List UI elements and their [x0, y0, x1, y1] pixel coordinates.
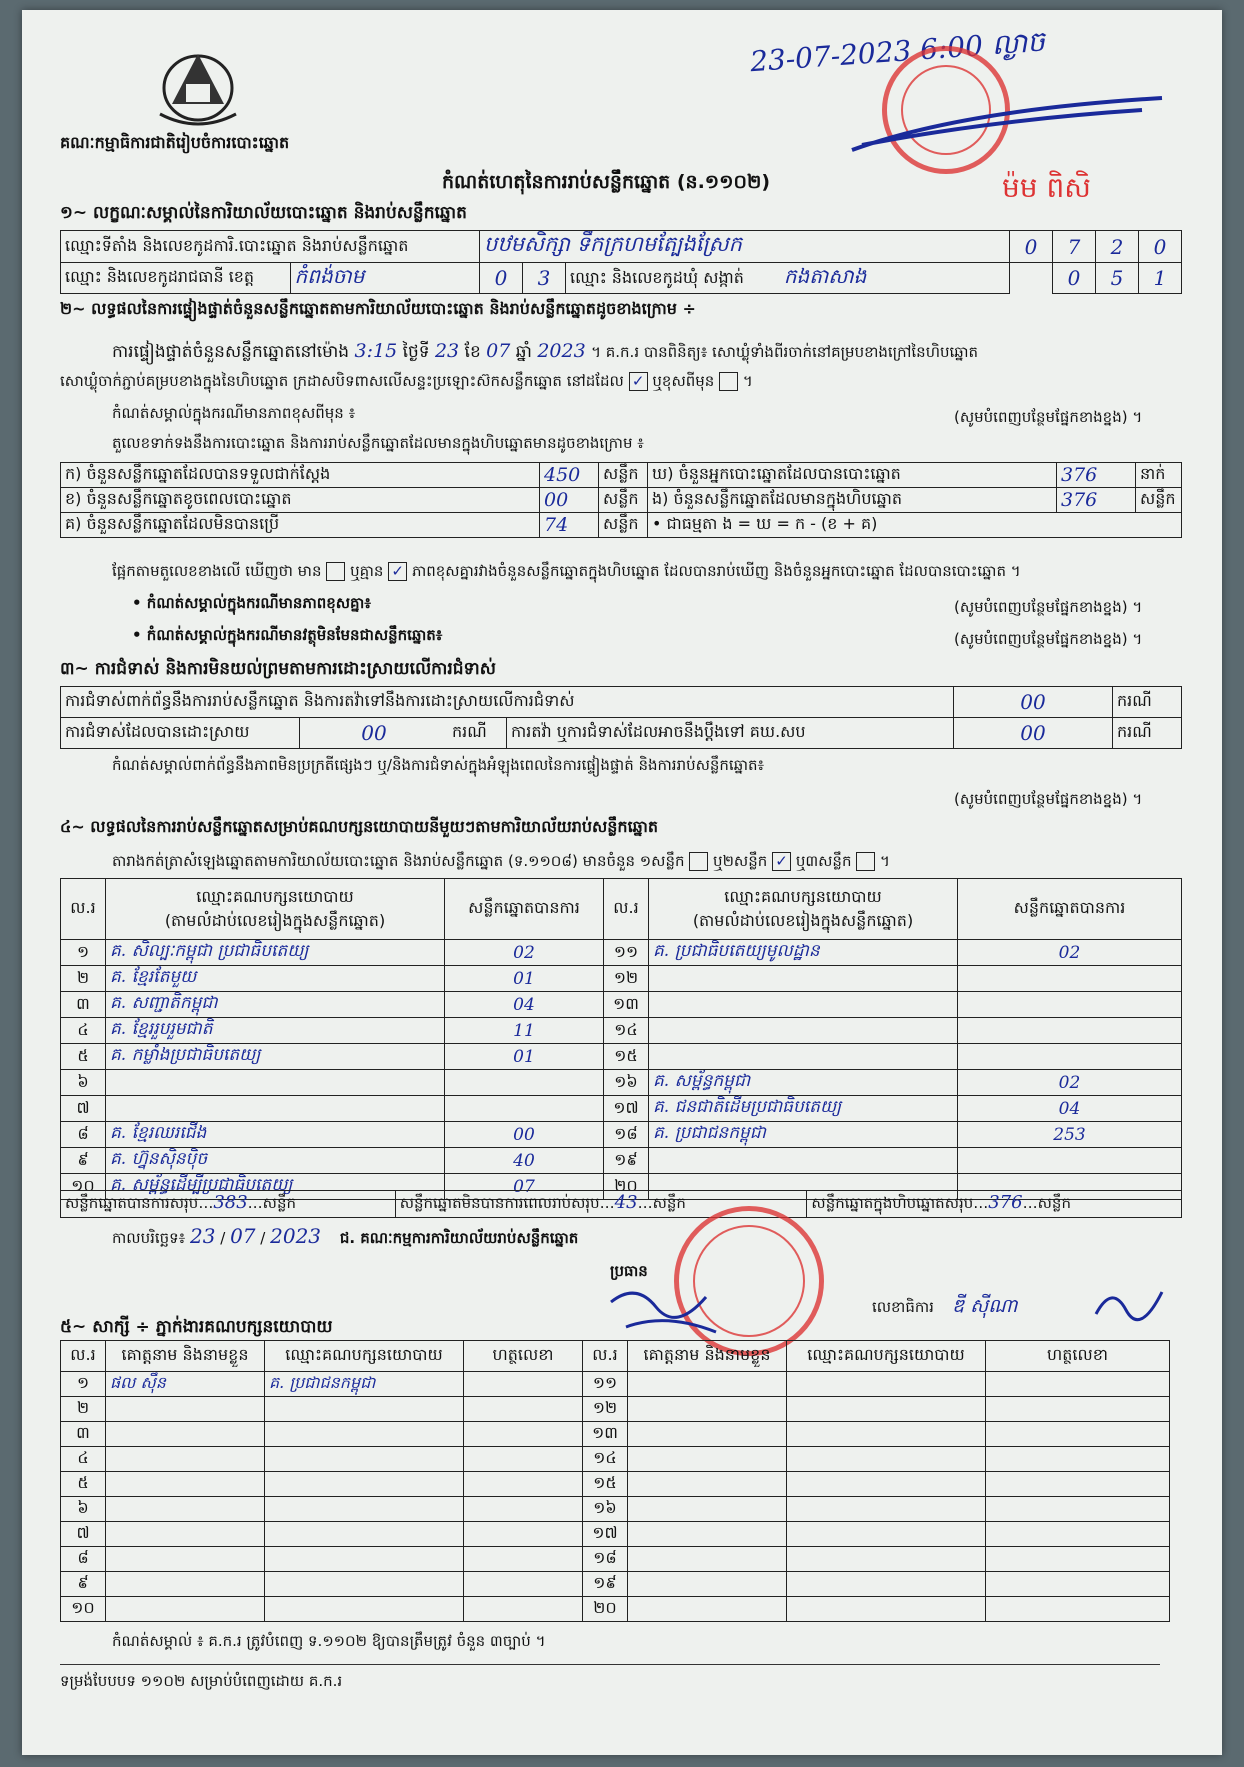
witness-sign: [986, 1597, 1170, 1622]
section5-title: ៥~ សាក្សី ÷ ភ្នាក់ងារគណបក្សនយោបាយ: [60, 1317, 333, 1337]
witness-party: [265, 1497, 464, 1522]
section2-title: ២~ លទ្ធផលនៃការផ្ទៀងផ្ទាត់ចំនួនសន្លឹកឆ្នោតតាមការិយាល័យបោះឆ្នោត និងរាប់សន្លឹកឆ្នោតដូចខាងក្រោម ÷: [60, 299, 696, 318]
witness-party: [787, 1372, 986, 1397]
verify-line-2: សោឃ្លុំចាក់ភ្ជាប់គម្របខាងក្នុងនៃហិបឆ្នោត ក្រដាសបិទពាសលើសន្ទះប្រឡោះស៊កសន្លឹកឆ្នោត នៅដដែល ✓ ឬខុសពីមុន ។: [60, 372, 753, 390]
place-code-4: 0: [1139, 231, 1182, 263]
witness-no: ៦: [61, 1497, 106, 1522]
verify-day: 23: [434, 340, 460, 362]
witness-no: ៨: [61, 1547, 106, 1572]
objection-row2b-label: ការតវ៉ា ឬការជំទាស់ដែលអាចនឹងប្តឹងទៅ គឃ.សប: [507, 718, 954, 749]
witness-sign: [986, 1447, 1170, 1472]
irregularity-note: កំណត់សម្គាល់ពាក់ព័ន្ធនឹងភាពមិនប្រក្រតីផ្សេងៗ ឬ/និងការជំទាស់ក្នុងអំឡុងពេលនៃការផ្ទៀងផ្ទាត់ និងការរាប់សន្លឹកឆ្នោត៖: [112, 756, 765, 774]
secretary-label: លេខាធិការ: [872, 1298, 934, 1316]
witness-name: [106, 1447, 265, 1472]
result-votes: [958, 992, 1182, 1018]
witness-sign: [986, 1372, 1170, 1397]
result-party: [106, 1096, 445, 1122]
objection-row1-unit: ករណី: [1113, 687, 1182, 718]
same-checkbox[interactable]: ✓: [629, 372, 648, 391]
witness-name: [106, 1547, 265, 1572]
total-invalid-label: សន្លឹកឆ្នោតមិនបានការពេលរាប់សរុប: [399, 1194, 600, 1212]
witness-party: [787, 1572, 986, 1597]
verify-text-2: សោឃ្លុំចាក់ភ្ជាប់គម្របខាងក្នុងនៃហិបឆ្នោត ក្រដាសបិទពាសលើសន្ទះប្រឡោះស៊កសន្លឹកឆ្នោត នៅដដែល: [60, 372, 624, 390]
total-box: សន្លឹកឆ្នោតក្នុងហិបឆ្នោតសរុប…376…សន្លឹក: [807, 1191, 1182, 1218]
witness-no: ១៨: [583, 1547, 628, 1572]
result-votes: [958, 966, 1182, 992]
table-row: [61, 1122, 1182, 1148]
nec-emblem-icon: [152, 44, 244, 126]
commune-code-3: 1: [1139, 263, 1182, 294]
result-no: ៤: [61, 1018, 106, 1044]
one-sheet-checkbox[interactable]: [689, 852, 708, 871]
diff-text-c: ភាពខុសគ្នារវាងចំនួនសន្លឹកឆ្នោតក្នុងហិបឆ្នោត ដែលបានរាប់ឃើញ និងចំនួនអ្នកបោះឆ្នោត ដែលបានបោះឆ្នោត ។: [411, 562, 1021, 580]
result-votes: 00: [445, 1122, 604, 1148]
result-no: ៩: [61, 1148, 106, 1174]
objection-table: [60, 686, 1182, 749]
sheet-count-line: តារាងកត់ត្រាសំឡេងឆ្នោតតាមការិយាល័យបោះឆ្នោត និងរាប់សន្លឹកឆ្នោត (ទ.១១០៨) មានចំនួន ១សន្លឹក ឬ២សន្លឹក ✓ ឬ៣សន្លឹក ។: [112, 852, 890, 870]
different-checkbox[interactable]: [719, 372, 738, 391]
witness-name: [106, 1397, 265, 1422]
diff-text-a: ផ្អែកតាមតួលេខខាងលើ ឃើញថា មាន: [112, 562, 322, 580]
witness-no: ២០: [583, 1597, 628, 1622]
result-no: ១៧: [604, 1096, 649, 1122]
total-invalid-unit: សន្លឹក: [652, 1194, 686, 1212]
witness-no: ១៣: [583, 1422, 628, 1447]
witness-name: [106, 1572, 265, 1597]
result-party: [649, 1018, 958, 1044]
result-no: ១៩: [604, 1148, 649, 1174]
witness-sign: [986, 1422, 1170, 1447]
col-votes-left: សន្លឹកឆ្នោតបានការ: [445, 879, 604, 940]
witness-sign: [464, 1522, 583, 1547]
witness-name: [106, 1497, 265, 1522]
witness-party: [265, 1522, 464, 1547]
w-col-name-left: គោត្តនាម និងនាមខ្លួន: [106, 1341, 265, 1372]
result-party: គ. ប្រជាជនកម្ពុជា: [649, 1122, 958, 1148]
result-party: គ. សម្ព័ន្ធកម្ពុជា: [649, 1070, 958, 1096]
witness-name: [628, 1447, 787, 1472]
result-no: ៧: [61, 1096, 106, 1122]
total-box-unit: សន្លឹក: [1037, 1194, 1071, 1212]
witness-name: [628, 1522, 787, 1547]
witness-no: ៩: [61, 1572, 106, 1597]
result-party: [649, 992, 958, 1018]
table-row: [61, 1422, 1170, 1447]
fill-more-4: (សូមបំពេញបន្ថែមផ្នែកខាងខ្នង) ។: [954, 790, 1143, 808]
fill-more-3: (សូមបំពេញបន្ថែមផ្នែកខាងខ្នង) ។: [954, 630, 1143, 648]
witness-party: [787, 1497, 986, 1522]
witness-sign: [986, 1397, 1170, 1422]
commune-code-2: 5: [1096, 263, 1139, 294]
col-votes-right: សន្លឹកឆ្នោតបានការ: [958, 879, 1182, 940]
witness-name: [628, 1372, 787, 1397]
witness-no: ១: [61, 1372, 106, 1397]
verify-text-a: ការផ្ទៀងផ្ទាត់ចំនួនសន្លឹកឆ្នោតនៅម៉ោង: [112, 342, 350, 362]
witness-name: [628, 1422, 787, 1447]
table-row: [61, 1372, 1170, 1397]
row-c-label: គ) ចំនួនសន្លឹកឆ្នោតដែលមិនបានប្រើ: [61, 513, 540, 538]
intro-table: តួលេខទាក់ទងនឹងការបោះឆ្នោត និងការរាប់សន្លឹកឆ្នោតដែលមានក្នុងហិបឆ្នោតមានដូចខាងក្រោម ៖: [112, 434, 644, 452]
form-title: កំណត់ហេតុនៃការរាប់សន្លឹកឆ្នោត (ន.១១០២): [442, 171, 771, 193]
result-party: គ. ប្រជាធិបតេយ្យមូលដ្ឋាន: [649, 940, 958, 966]
station-info-table: [60, 230, 1182, 294]
witness-sign: [464, 1597, 583, 1622]
witness-sign: [986, 1472, 1170, 1497]
commune-code-1: 0: [1053, 263, 1096, 294]
witness-sign: [464, 1447, 583, 1472]
witness-no: ១៧: [583, 1522, 628, 1547]
party-results-table: [60, 878, 1182, 1200]
footnote: កំណត់សម្គាល់ ៖ គ.ក.រ ត្រូវបំពេញ ទ.១១០២ ឱ្យបានត្រឹមត្រូវ ចំនួន ៣ច្បាប់ ។: [112, 1632, 546, 1650]
verify-text-c: ខែ: [464, 342, 481, 362]
witness-sign: [464, 1372, 583, 1397]
result-no: ២០: [604, 1174, 649, 1200]
objection-row2-label: ការជំទាស់ដែលបានដោះស្រាយ: [61, 718, 300, 749]
witness-party: [265, 1447, 464, 1472]
row-e-unit: សន្លឹក: [1136, 488, 1182, 513]
witness-party: [265, 1547, 464, 1572]
witness-no: ៣: [61, 1422, 106, 1447]
handwritten-time: 23-07-2023 6:00 ល្ងាច: [748, 24, 1047, 79]
table-row: [61, 940, 1182, 966]
table-row: [61, 1497, 1170, 1522]
witness-name: [628, 1497, 787, 1522]
table-row: [61, 1148, 1182, 1174]
footer-divider: [60, 1664, 1160, 1665]
objection-row2b-unit: ករណី: [1113, 718, 1182, 749]
total-box-label: សន្លឹកឆ្នោតក្នុងហិបឆ្នោតសរុប: [811, 1194, 974, 1212]
col-no-left: ល.រ: [61, 879, 106, 940]
witness-no: ១៩: [583, 1572, 628, 1597]
verify-time: 3:15: [354, 340, 398, 362]
diff-text-b: ឬគ្មាន: [350, 562, 384, 580]
table-row: [61, 1522, 1170, 1547]
total-invalid: សន្លឹកឆ្នោតមិនបានការពេលរាប់សរុប…43…សន្លឹក: [395, 1191, 807, 1218]
result-votes: 40: [445, 1148, 604, 1174]
result-no: ១១: [604, 940, 649, 966]
witness-party: [787, 1472, 986, 1497]
row-d-value: 376: [1057, 463, 1136, 488]
total-invalid-value: 43: [614, 1192, 638, 1213]
province-label: ឈ្មោះ និងលេខកូដរាជធានី ខេត្ត: [61, 263, 291, 294]
objection-row2b-value: 00: [954, 718, 1113, 749]
objection-row2-unit: ករណី: [448, 718, 507, 749]
witness-sign: [464, 1547, 583, 1572]
witness-party: គ. ប្រជាជនកម្ពុជា: [265, 1372, 464, 1397]
w-col-sign-right: ហត្ថលេខា: [986, 1341, 1170, 1372]
col-party-right-title: ឈ្មោះគណបក្សនយោបាយ: [724, 887, 882, 906]
col-party-left: [106, 879, 445, 940]
witness-name: [628, 1472, 787, 1497]
w-col-no-left: ល.រ: [61, 1341, 106, 1372]
table-row: [61, 1096, 1182, 1122]
witness-sign: [464, 1572, 583, 1597]
objection-row1-value: 00: [954, 687, 1113, 718]
row-c-value: 74: [540, 513, 599, 538]
row-a-label: ក) ចំនួនសន្លឹកឆ្នោតដែលបានទទួលជាក់ស្តែង: [61, 463, 540, 488]
w-col-party-right: ឈ្មោះគណបក្សនយោបាយ: [787, 1341, 986, 1372]
result-no: ១៤: [604, 1018, 649, 1044]
result-votes: 02: [958, 1070, 1182, 1096]
sheet-text-a: តារាងកត់ត្រាសំឡេងឆ្នោតតាមការិយាល័យបោះឆ្នោត និងរាប់សន្លឹកឆ្នោត (ទ.១១០៨) មានចំនួន ១សន្លឹក: [112, 852, 685, 870]
result-party: គ. ជនជាតិដើមប្រជាធិបតេយ្យ: [649, 1096, 958, 1122]
witness-party: [265, 1472, 464, 1497]
bullet-non-ballot: • កំណត់សម្គាល់ក្នុងករណីមានវត្ថុមិនមែនជាសន្លឹកឆ្នោត៖: [132, 626, 443, 644]
objection-row2-value: 00: [300, 718, 449, 749]
row-b-value: 00: [540, 488, 599, 513]
result-votes: 01: [445, 966, 604, 992]
result-no: ១២: [604, 966, 649, 992]
result-party: គ. ខ្មែរឈរជើង: [106, 1122, 445, 1148]
objection-row1-label: ការជំទាស់ពាក់ព័ន្ធនឹងការរាប់សន្លឹកឆ្នោត និងការតវ៉ាទៅនឹងការដោះស្រាយលើការជំទាស់: [61, 687, 954, 718]
witness-sign: [986, 1522, 1170, 1547]
w-col-sign-left: ហត្ថលេខា: [464, 1341, 583, 1372]
form-page: [22, 10, 1222, 1755]
result-votes: 02: [445, 940, 604, 966]
witness-name: [106, 1472, 265, 1497]
row-b-unit: សន្លឹក: [599, 488, 648, 513]
result-party: [106, 1070, 445, 1096]
total-valid-label: សន្លឹកឆ្នោតបានការសរុប: [65, 1194, 199, 1212]
date-year: 2023: [270, 1224, 322, 1248]
witness-party: [787, 1522, 986, 1547]
witness-name: [106, 1522, 265, 1547]
result-votes: [958, 1044, 1182, 1070]
result-party: គ. ខ្មែរតែមួយ: [106, 966, 445, 992]
commune-label-text: ឈ្មោះ និងលេខកូដឃុំ សង្កាត់: [570, 268, 744, 287]
section1-title: ១~ លក្ខណៈសម្គាល់នៃការិយាល័យបោះឆ្នោត និងរាប់សន្លឹកឆ្នោត: [60, 203, 467, 223]
witness-sign: [986, 1497, 1170, 1522]
total-valid: សន្លឹកឆ្នោតបានការសរុប…383…សន្លឹក: [61, 1191, 396, 1218]
witness-sign: [464, 1497, 583, 1522]
row-b-label: ខ) ចំនួនសន្លឹកឆ្នោតខូចពេលបោះឆ្នោត: [61, 488, 540, 513]
witness-sign: [464, 1397, 583, 1422]
result-party: [649, 966, 958, 992]
witness-party: [265, 1597, 464, 1622]
result-no: ២: [61, 966, 106, 992]
witness-no: ១៦: [583, 1497, 628, 1522]
result-votes: [445, 1096, 604, 1122]
committee-name: គណៈកម្មាធិការជាតិរៀបចំការបោះឆ្នោត: [60, 133, 290, 152]
totals-table: [60, 1190, 1182, 1218]
result-party: គ. ខ្មែររួបរួមជាតិ: [106, 1018, 445, 1044]
row-a-value: 450: [540, 463, 599, 488]
code-handwritten: ម៉ម ពិសិ: [1002, 171, 1091, 204]
result-no: ១៨: [604, 1122, 649, 1148]
date-month: 07: [230, 1224, 256, 1248]
col-party-left-title: ឈ្មោះគណបក្សនយោបាយ: [196, 887, 354, 906]
result-votes: 07: [445, 1174, 604, 1200]
verify-year: 2023: [537, 340, 586, 362]
witness-sign: [986, 1572, 1170, 1597]
no-difference-checkbox[interactable]: ✓: [388, 562, 407, 581]
result-votes: 01: [445, 1044, 604, 1070]
table-row: [61, 966, 1182, 992]
result-votes: 253: [958, 1122, 1182, 1148]
date-day: 23: [190, 1224, 216, 1248]
verify-text-b: ថ្ងៃទី: [402, 342, 430, 362]
province-code-1: 0: [480, 263, 523, 294]
witness-name: [628, 1547, 787, 1572]
result-votes: [445, 1070, 604, 1096]
witness-no: ១១: [583, 1372, 628, 1397]
ballot-count-table: [60, 462, 1182, 538]
place-code-3: 2: [1096, 231, 1139, 263]
witness-name: [106, 1422, 265, 1447]
footer-text: ទម្រង់បែបបទ ១១០២ សម្រាប់បំពេញដោយ គ.ក.រ: [60, 1672, 343, 1690]
row-a-unit: សន្លឹក: [599, 463, 648, 488]
witness-name: [106, 1597, 265, 1622]
table-row: [61, 1018, 1182, 1044]
result-votes: [958, 1018, 1182, 1044]
col-no-right: ល.រ: [604, 879, 649, 940]
witness-name: ផល ស៊ឹន: [106, 1372, 265, 1397]
row-d-unit: នាក់: [1136, 463, 1182, 488]
result-votes: 11: [445, 1018, 604, 1044]
witness-no: ១៤: [583, 1447, 628, 1472]
result-votes: 02: [958, 940, 1182, 966]
witness-sign: [464, 1422, 583, 1447]
result-no: ១៣: [604, 992, 649, 1018]
sheet-text-b: ឬ២សន្លឹក: [713, 852, 768, 870]
table-row: [61, 1472, 1170, 1497]
witness-party: [787, 1547, 986, 1572]
province-code-2: 3: [523, 263, 566, 294]
table-row: [61, 1397, 1170, 1422]
witness-sign: [464, 1472, 583, 1497]
province-value: កំពង់ចាម: [290, 263, 479, 294]
row-e-label: ង) ចំនួនសន្លឹកឆ្នោតដែលមានក្នុងហិបឆ្នោត: [648, 488, 1057, 513]
total-box-value: 376: [988, 1192, 1023, 1213]
commune-label: [566, 263, 1010, 294]
section4-title: ៤~ លទ្ធផលនៃការរាប់សន្លឹកឆ្នោតសម្រាប់គណបក្សនយោបាយនីមួយៗតាមការិយាល័យរាប់សន្លឹកឆ្នោត: [60, 817, 659, 836]
result-no: ១៥: [604, 1044, 649, 1070]
section3-title: ៣~ ការជំទាស់ និងការមិនយល់ព្រមតាមការដោះស្រាយលើការជំទាស់: [60, 659, 496, 679]
result-no: ៣: [61, 992, 106, 1018]
result-party: [649, 1044, 958, 1070]
commune-value: កងតាសាង: [783, 264, 867, 288]
result-party: គ. សម្ព័ន្ធដើម្បីប្រជាធិបតេយ្យ: [106, 1174, 445, 1200]
difference-line: [112, 562, 1021, 584]
witness-no: ១៥: [583, 1472, 628, 1497]
table-row: [61, 1044, 1182, 1070]
table-row: [61, 1070, 1182, 1096]
verify-text-2b: ឬខុសពីមុន: [652, 372, 715, 390]
result-no: ១៦: [604, 1070, 649, 1096]
col-party-right: [649, 879, 958, 940]
formula-note: • ជាធម្មតា ង = ឃ = ក - (ខ + គ): [648, 513, 1182, 538]
result-party: [649, 1148, 958, 1174]
row-e-value: 376: [1057, 488, 1136, 513]
result-no: ១០: [61, 1174, 106, 1200]
three-sheet-checkbox[interactable]: [856, 852, 875, 871]
witness-party: [265, 1422, 464, 1447]
result-party: គ. កម្លាំងប្រជាធិបតេយ្យ: [106, 1044, 445, 1070]
result-votes: 04: [958, 1096, 1182, 1122]
bullet-difference: • កំណត់សម្គាល់ក្នុងករណីមានភាពខុសគ្នា៖: [132, 594, 371, 612]
witness-no: ៥: [61, 1472, 106, 1497]
total-valid-unit: សន្លឹក: [262, 1194, 296, 1212]
row-c-unit: សន្លឹក: [599, 513, 648, 538]
result-party: គ. ហ្វ៊ុនស៊ិនប៉ិច: [106, 1148, 445, 1174]
date-label: កាលបរិច្ឆេទ៖: [112, 1229, 186, 1247]
has-difference-checkbox[interactable]: [326, 562, 345, 581]
witness-sign: [986, 1547, 1170, 1572]
witness-no: ២: [61, 1397, 106, 1422]
scribble-mark: [842, 90, 1172, 160]
two-sheet-checkbox[interactable]: ✓: [772, 852, 791, 871]
witness-table: [60, 1340, 1170, 1622]
witness-party: [265, 1572, 464, 1597]
witness-name: [628, 1572, 787, 1597]
witness-no: ៧: [61, 1522, 106, 1547]
witness-name: [628, 1397, 787, 1422]
secretary-name: ឌី ស៊ីណា: [952, 1295, 1018, 1317]
table-row: [61, 1597, 1170, 1622]
result-party: គ. សញ្ជាតិកម្ពុជា: [106, 992, 445, 1018]
sheet-text-c: ឬ៣សន្លឹក: [795, 852, 852, 870]
signed-by: ជ. គណៈកម្មការការិយាល័យរាប់សន្លឹកឆ្នោត: [339, 1229, 579, 1247]
note1: កំណត់សម្គាល់ក្នុងករណីមានភាពខុសពីមុន ៖: [112, 404, 356, 422]
secretary-signature-icon: [1092, 1280, 1172, 1324]
result-no: ៥: [61, 1044, 106, 1070]
chair-label: ប្រធាន: [610, 1262, 648, 1280]
witness-no: ១២: [583, 1397, 628, 1422]
witness-no: ១០: [61, 1597, 106, 1622]
verify-text-d: ឆ្នាំ: [515, 342, 532, 362]
witness-party: [787, 1597, 986, 1622]
verify-text-e: ។ គ.ក.រ បានពិនិត្យ៖ សោឃ្លុំទាំងពីរចាក់នៅគម្របខាងក្រៅនៃហិបឆ្នោត: [591, 343, 979, 361]
result-votes: 04: [445, 992, 604, 1018]
witness-party: [265, 1397, 464, 1422]
w-col-name-right: គោត្តនាម និងនាមខ្លួន: [628, 1341, 787, 1372]
verify-line-1: [112, 340, 978, 366]
witness-party: [787, 1447, 986, 1472]
w-col-party-left: ឈ្មោះគណបក្សនយោបាយ: [265, 1341, 464, 1372]
witness-no: ៤: [61, 1447, 106, 1472]
result-party: គ. សិល្បៈកម្ពុជា ប្រជាធិបតេយ្យ: [106, 940, 445, 966]
witness-name: [628, 1597, 787, 1622]
result-no: ៦: [61, 1070, 106, 1096]
chair-signature-icon: [606, 1282, 736, 1342]
table-row: [61, 1547, 1170, 1572]
col-party-right-sub: (តាមលំដាប់លេខរៀងក្នុងសន្លឹកឆ្នោត): [692, 911, 914, 930]
table-row: [61, 1447, 1170, 1472]
row-d-label: ឃ) ចំនួនអ្នកបោះឆ្នោតដែលបានបោះឆ្នោត: [648, 463, 1057, 488]
place-value: បឋមសិក្សា ទឹកក្រហមត្បែងស្រែក: [480, 231, 1010, 263]
verify-month: 07: [486, 340, 511, 362]
total-valid-value: 383: [213, 1192, 248, 1213]
table-row: [61, 992, 1182, 1018]
witness-party: [787, 1397, 986, 1422]
col-party-left-sub: (តាមលំដាប់លេខរៀងក្នុងសន្លឹកឆ្នោត): [164, 911, 386, 930]
date-line: កាលបរិច្ឆេទ៖ 23 / 07 / 2023 ជ. គណៈកម្មការការិយាល័យរាប់សន្លឹកឆ្នោត: [112, 1224, 579, 1248]
place-code-2: 7: [1053, 231, 1096, 263]
place-label: ឈ្មោះទីតាំង និងលេខកូដការិ.បោះឆ្នោត និងរាប់សន្លឹកឆ្នោត: [61, 231, 480, 263]
result-no: ៨: [61, 1122, 106, 1148]
witness-party: [787, 1422, 986, 1447]
result-no: ១: [61, 940, 106, 966]
place-code-1: 0: [1010, 231, 1053, 263]
fill-more-2: (សូមបំពេញបន្ថែមផ្នែកខាងខ្នង) ។: [954, 598, 1143, 616]
w-col-no-right: ល.រ: [583, 1341, 628, 1372]
result-votes: [958, 1148, 1182, 1174]
fill-more-1: (សូមបំពេញបន្ថែមផ្នែកខាងខ្នង) ។: [954, 408, 1143, 426]
table-row: [61, 1572, 1170, 1597]
